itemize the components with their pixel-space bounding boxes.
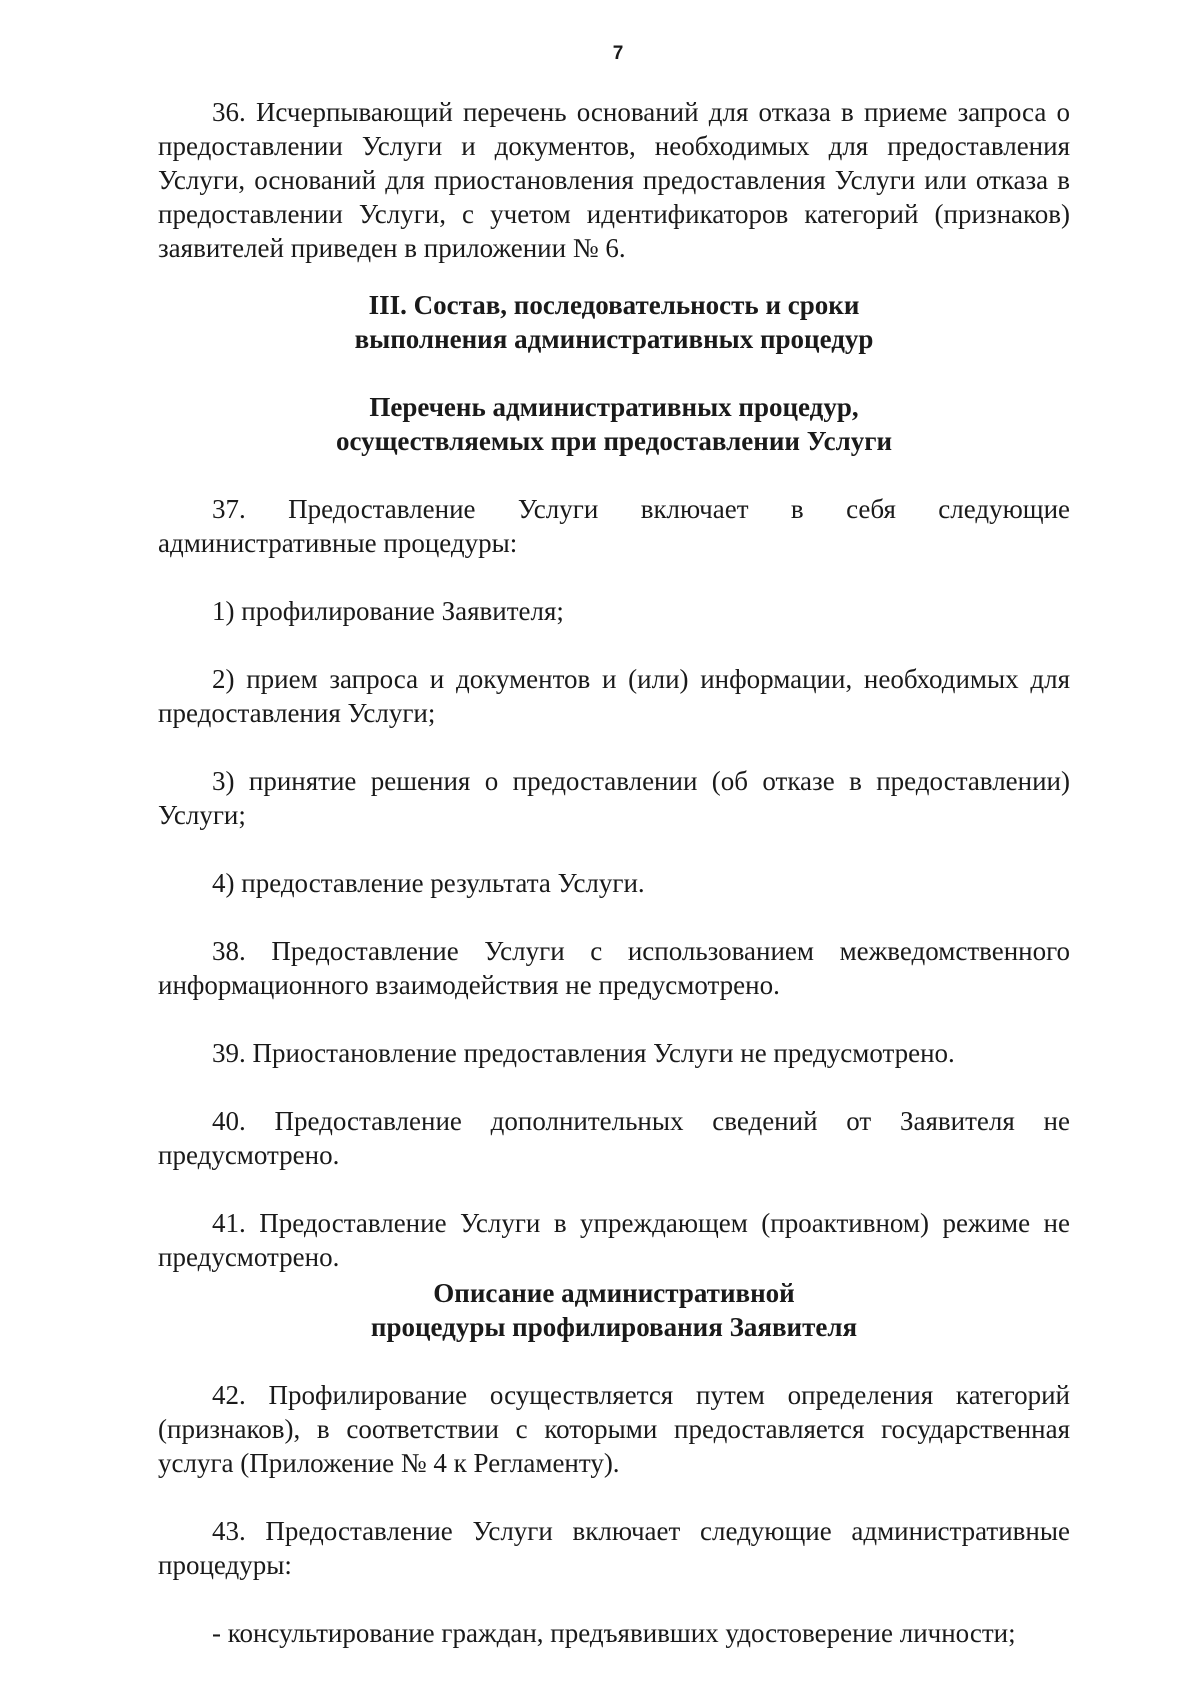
bullet-item: - консультирование граждан, предъявивших удостоверение личности; (212, 1618, 1016, 1648)
page-number: 7 (612, 43, 624, 64)
section-heading: III. Состав, последовательность и сроки выполнения административных процедур (354, 290, 874, 354)
paragraph-41: 41. Предоставление Услуги в упреждающем (проактивном) режиме не предусмотрено. (158, 1208, 1070, 1272)
document-body (158, 95, 1070, 1650)
paragraph-43: 43. Предоставление Услуги включает следующие административные процедуры: (158, 1516, 1070, 1580)
list-item: 4) предоставление результата Услуги. (212, 868, 645, 898)
subsection-heading-procedures: Перечень административных процедур, осуществляемых при предоставлении Услуги (335, 392, 893, 456)
paragraph-38: 38. Предоставление Услуги с использованием межведомственного информационного взаимодействия не предусмотрено. (158, 936, 1070, 1000)
list-item: 3) принятие решения о предоставлении (об отказе в предоставлении) Услуги; (158, 766, 1070, 830)
subsection-heading-profiling: Описание административной процедуры профилирования Заявителя (370, 1278, 858, 1342)
list-item: 1) профилирование Заявителя; (212, 596, 564, 626)
paragraph-37: 37. Предоставление Услуги включает в себя следующие административные процедуры: (158, 494, 1070, 558)
paragraph-42: 42. Профилирование осуществляется путем определения категорий (признаков), в соответствии с которыми предоставляется государственная услуга (Приложение № 4 к Регламенту). (158, 1380, 1070, 1478)
paragraph-40: 40. Предоставление дополнительных сведений от Заявителя не предусмотрено. (158, 1106, 1070, 1170)
list-item: 2) прием запроса и документов и (или) информации, необходимых для предоставления Услуги; (158, 664, 1070, 728)
paragraph-36: 36. Исчерпывающий перечень оснований для отказа в приеме запроса о предоставлении Услуги и документов, необходимых для предоставления Услуги, оснований для приостановления предоставления Услуги или отказа в предоставлении Услуги, с учетом идентификаторов категорий (признаков) заявителей приведен в приложении № 6. (158, 97, 1070, 263)
paragraph-39: 39. Приостановление предоставления Услуги не предусмотрено. (212, 1038, 955, 1068)
